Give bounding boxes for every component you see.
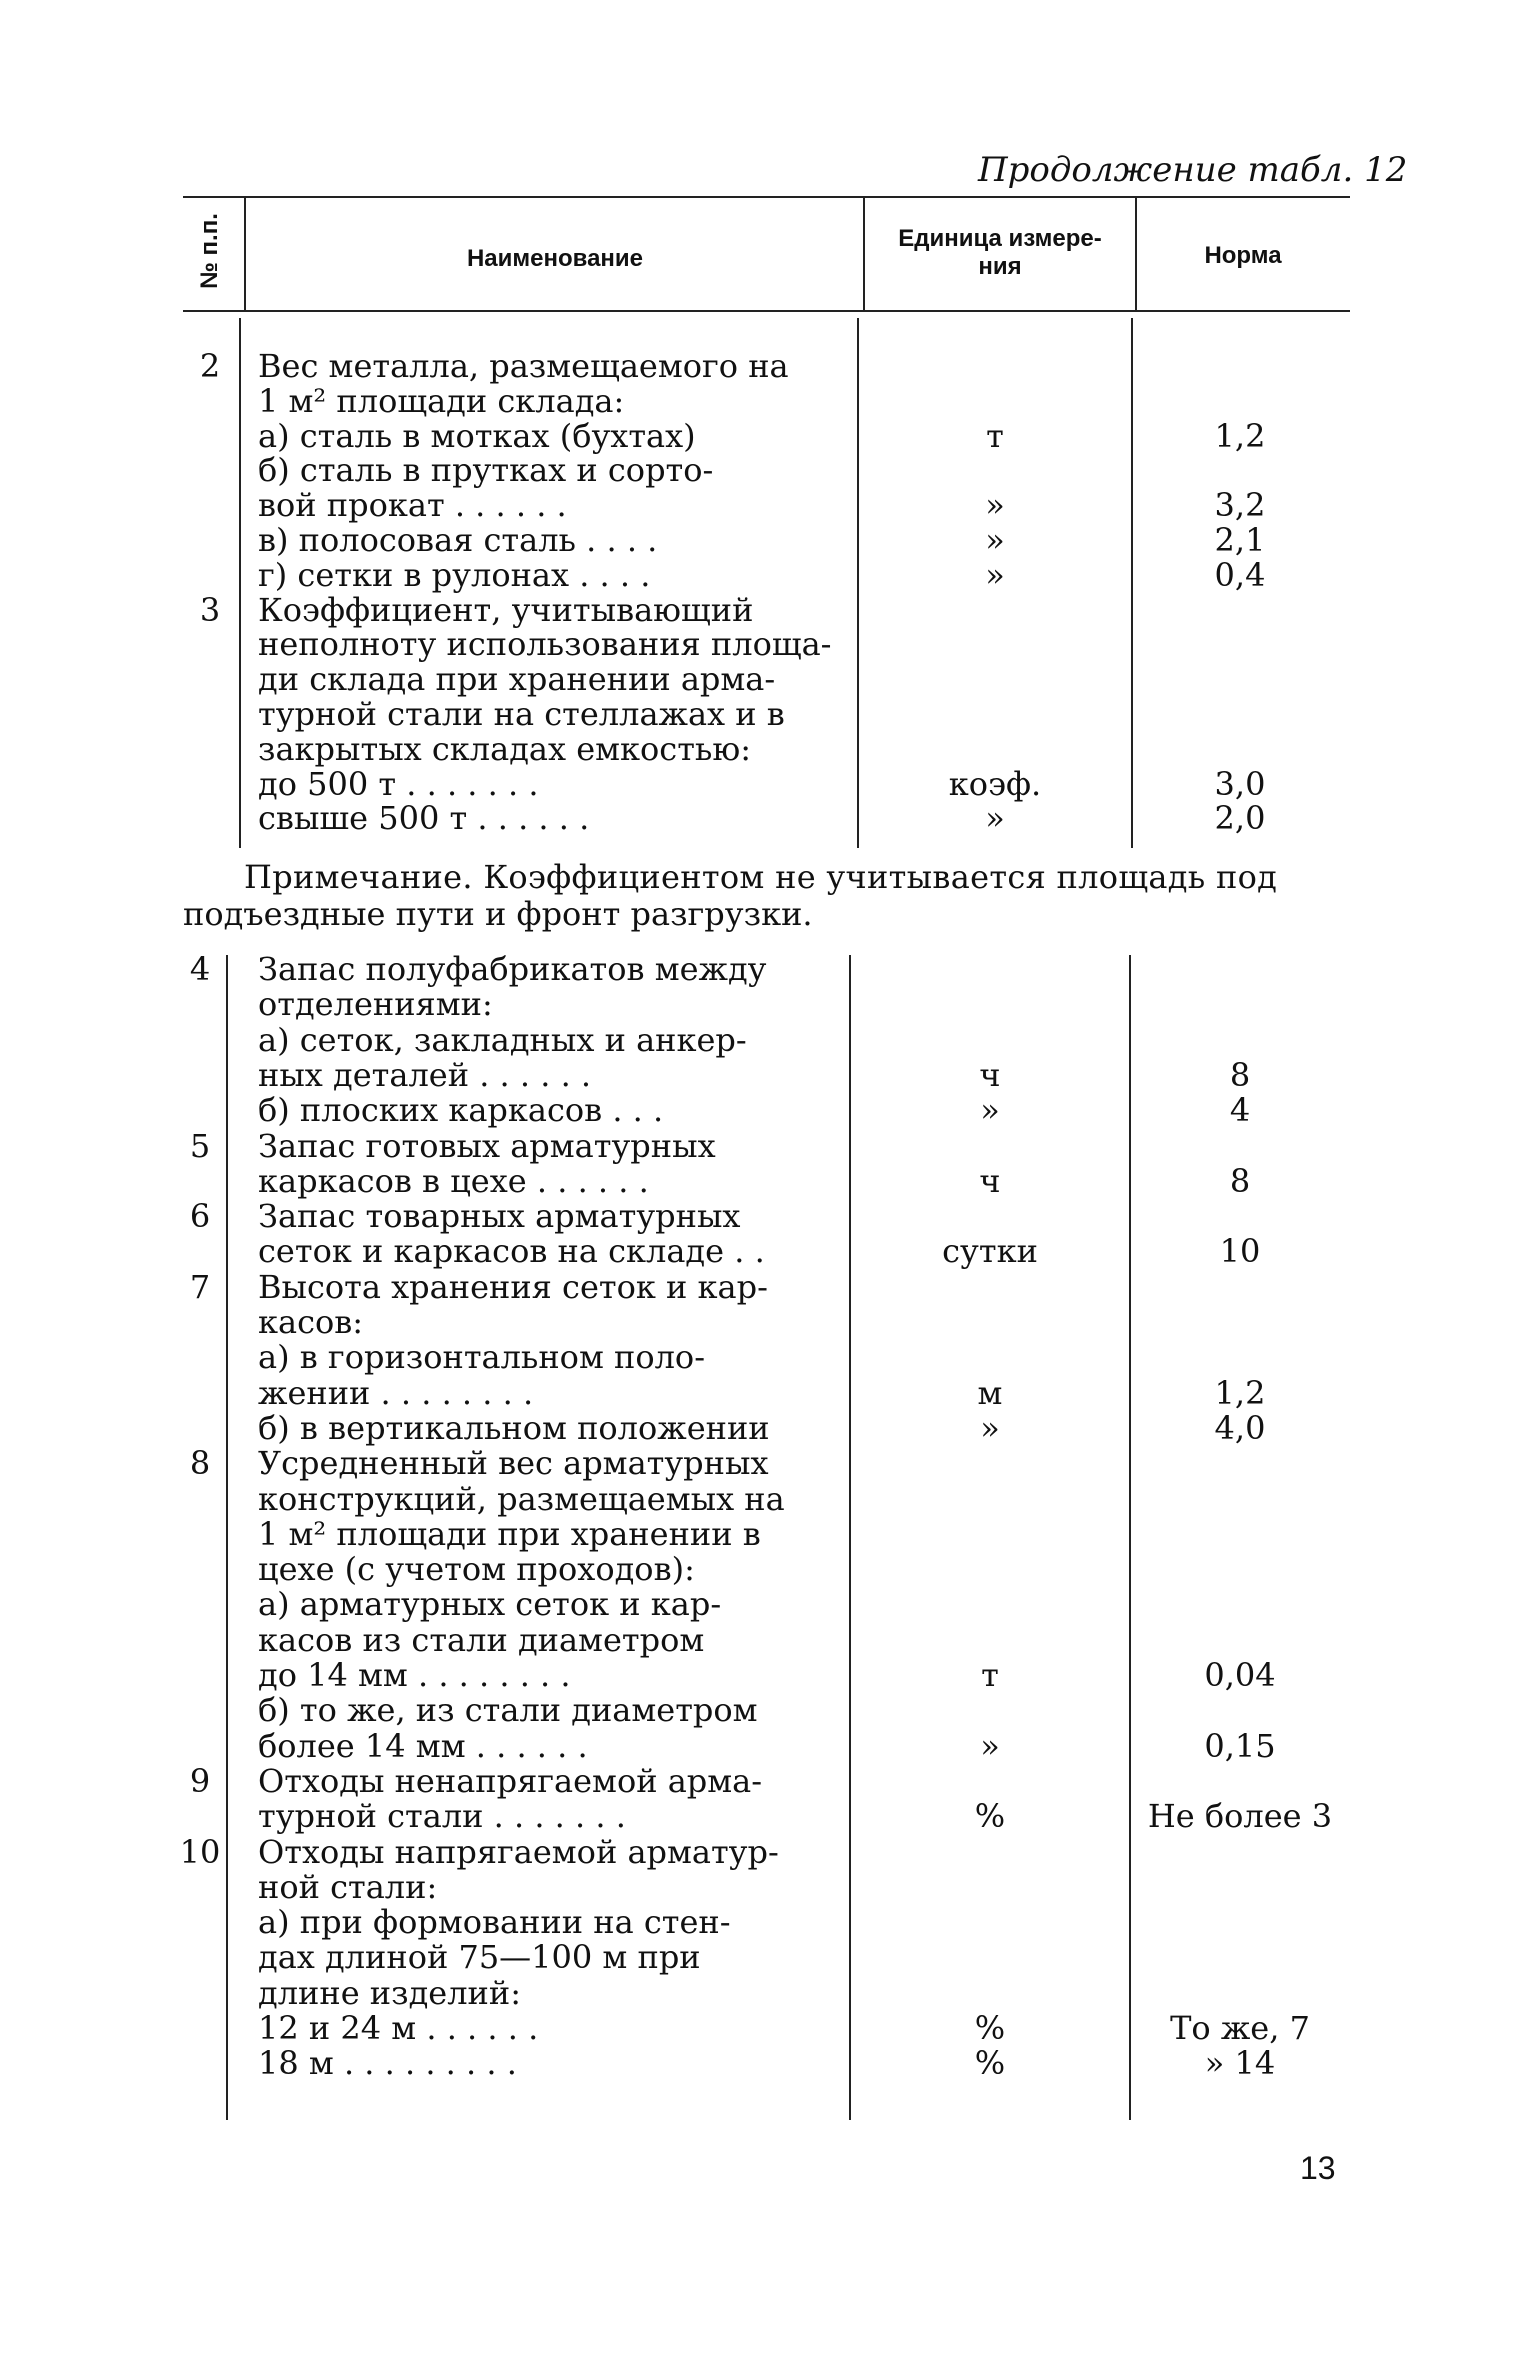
row-norm: 0,15 xyxy=(1204,1726,1276,1765)
row-norm: Не более 3 xyxy=(1147,1797,1333,1836)
row-unit: » xyxy=(985,486,1005,525)
row-text: цехе (с учетом проходов): xyxy=(258,1550,695,1589)
row-unit: ч xyxy=(979,1055,1001,1094)
row-text: каркасов в цехе . . . . . . xyxy=(258,1161,649,1200)
header-divider-3 xyxy=(1135,196,1137,310)
row-number: 3 xyxy=(199,590,221,629)
row-number: 7 xyxy=(189,1267,211,1306)
row-text: 12 и 24 м . . . . . . xyxy=(258,2009,539,2047)
row-text: ди склада при хранении арма- xyxy=(258,660,776,699)
row-unit: коэф. xyxy=(948,764,1042,803)
row-text: жении . . . . . . . . xyxy=(258,1373,534,1412)
row-text: сеток и каркасов на складе . . xyxy=(258,1232,765,1271)
row-text: касов: xyxy=(258,1303,364,1341)
row-text: отделениями: xyxy=(258,985,493,1024)
row-unit: т xyxy=(986,416,1004,455)
row-text: Высота хранения сеток и кар- xyxy=(258,1267,768,1306)
row-norm: » 14 xyxy=(1204,2044,1276,2083)
row-unit: » xyxy=(985,555,1005,594)
row-text: Запас полуфабрикатов между xyxy=(258,950,767,988)
row-number: 5 xyxy=(189,1126,211,1165)
block-a-rule-1 xyxy=(239,318,241,848)
row-norm: То же, 7 xyxy=(1170,2009,1310,2047)
row-text: до 14 мм . . . . . . . . xyxy=(258,1656,571,1694)
row-unit: т xyxy=(981,1656,999,1694)
row-text: 1 м² площади склада: xyxy=(258,381,625,420)
row-text: свыше 500 т . . . . . . xyxy=(258,799,590,838)
row-text: а) в горизонтальном поло- xyxy=(258,1338,705,1377)
row-unit: м xyxy=(977,1373,1003,1412)
row-text: б) в вертикальном положении xyxy=(258,1408,770,1447)
row-unit: » xyxy=(985,521,1005,559)
row-text: а) сеток, закладных и анкер- xyxy=(258,1020,747,1059)
row-norm: 0,04 xyxy=(1204,1656,1276,1694)
row-text: г) сетки в рулонах . . . . xyxy=(258,555,651,594)
header-col-norm: Норма xyxy=(1204,242,1282,269)
row-text: 18 м . . . . . . . . . xyxy=(258,2044,517,2083)
row-unit: » xyxy=(985,799,1005,838)
header-top-line xyxy=(183,196,1350,198)
row-text: турной стали . . . . . . . xyxy=(258,1797,626,1836)
table-note-line1: Примечание. Коэффициентом не учитывается площадь под xyxy=(244,858,1278,896)
row-unit: % xyxy=(974,2044,1006,2083)
row-norm: 10 xyxy=(1219,1232,1261,1271)
row-norm: 0,4 xyxy=(1214,555,1266,594)
row-text: конструкций, размещаемых на xyxy=(258,1479,785,1518)
header-bottom-line xyxy=(183,310,1350,312)
page-number: 13 xyxy=(1300,2150,1336,2186)
row-text: закрытых складах емкостью: xyxy=(258,729,751,768)
row-text: б) плоских каркасов . . . xyxy=(258,1091,664,1130)
row-number: 2 xyxy=(199,347,221,385)
row-norm: 2,1 xyxy=(1214,521,1266,559)
row-text: Отходы напрягаемой арматур- xyxy=(258,1832,779,1871)
header-col-unit-line1: Единица измере- xyxy=(898,225,1102,252)
header-col-num: № п.п. xyxy=(196,213,223,289)
row-text: Коэффициент, учитывающий xyxy=(258,590,754,629)
row-unit: » xyxy=(980,1726,1000,1765)
row-unit: сутки xyxy=(942,1232,1038,1271)
table-note-line2: подъездные пути и фронт разгрузки. xyxy=(183,895,813,933)
block-b-rule-2 xyxy=(849,955,851,2120)
block-a-rule-2 xyxy=(857,318,859,848)
row-number: 6 xyxy=(189,1197,211,1236)
row-text: касов из стали диаметром xyxy=(258,1620,705,1659)
row-text: Вес металла, размещаемого на xyxy=(258,347,789,385)
row-number: 4 xyxy=(189,950,211,988)
row-text: а) при формовании на стен- xyxy=(258,1903,731,1942)
row-unit: % xyxy=(974,1797,1006,1836)
row-norm: 3,0 xyxy=(1214,764,1266,803)
row-text: ной стали: xyxy=(258,1867,438,1906)
row-unit: » xyxy=(980,1091,1000,1130)
row-norm: 3,2 xyxy=(1214,486,1266,525)
row-norm: 8 xyxy=(1229,1161,1251,1200)
row-number: 8 xyxy=(189,1444,211,1483)
row-norm: 2,0 xyxy=(1214,799,1266,838)
row-text: а) арматурных сеток и кар- xyxy=(258,1585,722,1624)
header-col-name: Наименование xyxy=(466,245,644,272)
row-norm: 1,2 xyxy=(1214,416,1266,455)
block-b-rule-3 xyxy=(1129,955,1131,2120)
row-text: Запас товарных арматурных xyxy=(258,1197,741,1236)
row-text: более 14 мм . . . . . . xyxy=(258,1726,588,1765)
row-text: неполноту использования площа- xyxy=(258,625,832,664)
table-caption: Продолжение табл. 12 xyxy=(978,150,1408,190)
row-text: б) сталь в прутках и сорто- xyxy=(258,451,714,490)
row-unit: % xyxy=(974,2009,1006,2047)
row-text: Усредненный вес арматурных xyxy=(258,1444,769,1483)
row-text: длине изделий: xyxy=(258,1973,521,2012)
row-text: дах длиной 75—100 м при xyxy=(258,1938,701,1977)
row-norm: 4 xyxy=(1229,1091,1251,1130)
row-text: турной стали на стеллажах и в xyxy=(258,695,785,733)
block-a-rule-3 xyxy=(1131,318,1133,848)
header-divider-1 xyxy=(244,196,246,310)
row-text: в) полосовая сталь . . . . xyxy=(258,521,658,559)
header-col-unit-line2: ния xyxy=(978,253,1022,280)
row-text: Запас готовых арматурных xyxy=(258,1126,716,1165)
row-norm: 8 xyxy=(1229,1055,1251,1094)
row-text: а) сталь в мотках (бухтах) xyxy=(258,416,696,455)
row-unit: » xyxy=(980,1408,1000,1447)
row-number: 9 xyxy=(189,1761,211,1800)
row-text: вой прокат . . . . . . xyxy=(258,486,567,525)
row-text: Отходы ненапрягаемой арма- xyxy=(258,1761,763,1800)
row-number: 10 xyxy=(179,1832,221,1871)
row-text: б) то же, из стали диаметром xyxy=(258,1691,758,1730)
row-text: ных деталей . . . . . . xyxy=(258,1055,592,1094)
row-text: до 500 т . . . . . . . xyxy=(258,764,539,803)
row-text: 1 м² площади при хранении в xyxy=(258,1514,761,1553)
row-unit: ч xyxy=(979,1161,1001,1200)
row-norm: 4,0 xyxy=(1214,1408,1266,1447)
row-norm: 1,2 xyxy=(1214,1373,1266,1412)
